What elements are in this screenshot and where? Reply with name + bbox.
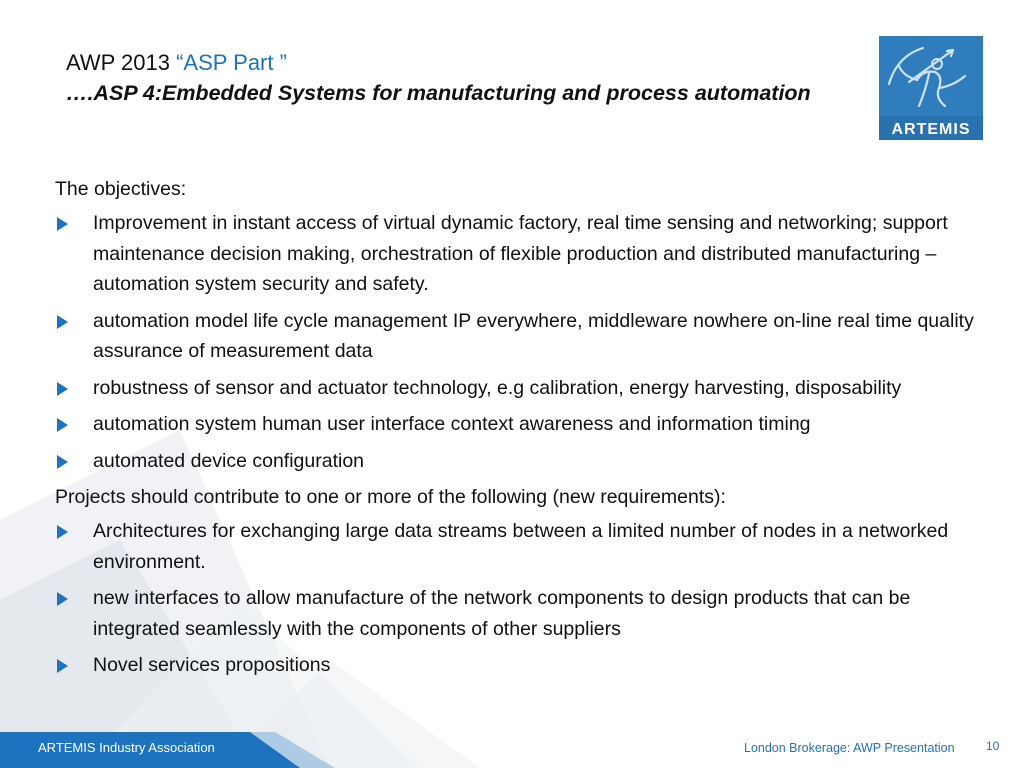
footer-organization: ARTEMIS Industry Association — [38, 740, 215, 755]
triangle-bullet-icon — [57, 455, 68, 469]
title-prefix: AWP 2013 — [66, 50, 177, 75]
list-item — [55, 446, 985, 477]
list-item — [55, 409, 985, 440]
page-number: 10 — [986, 739, 1000, 753]
list-item — [55, 208, 985, 300]
list-item-text: new interfaces to allow manufacture of the network components to design products that can be integrated seamlessly with the components of other suppliers — [93, 587, 911, 640]
triangle-bullet-icon — [57, 418, 68, 432]
projects-heading: Projects should contribute to one or more of the following (new requirements): — [55, 486, 726, 508]
title-accent: “ASP Part ” — [176, 50, 287, 75]
list-item-text: automated device configuration — [93, 449, 365, 472]
list-item-text: automation model life cycle management IP everywhere, middleware nowhere on-line real time quality assurance of measurement data — [93, 309, 974, 362]
list-item-text: Novel services propositions — [93, 654, 331, 676]
slide-title — [66, 48, 826, 109]
title-line — [66, 48, 826, 78]
slide-subtitle: ….ASP 4:Embedded Systems for manufacturing and process automation — [66, 81, 811, 105]
triangle-bullet-icon — [57, 217, 68, 231]
slide-body — [55, 174, 985, 687]
list-item-text: Improvement in instant access of virtual dynamic factory, real time sensing and networking; support maintenance decision making, orchestration of flexible production and distributed manufacturing – automation system security and safety. — [93, 212, 948, 295]
list-item-text: robustness of sensor and actuator technology, e.g calibration, energy harvesting, disposability — [93, 376, 902, 399]
triangle-bullet-icon — [57, 659, 68, 673]
footer-presentation-title: London Brokerage: AWP Presentation — [744, 741, 955, 755]
objectives-heading: The objectives: — [55, 178, 187, 200]
list-item — [55, 650, 985, 681]
list-item — [55, 583, 985, 644]
list-item — [55, 373, 985, 404]
triangle-bullet-icon — [57, 382, 68, 396]
list-item-text: automation system human user interface context awareness and information timing — [93, 413, 811, 435]
artemis-logo — [879, 36, 983, 140]
list-item-text: Architectures for exchanging large data streams between a limited number of nodes in a networked environment. — [93, 520, 949, 573]
list-item — [55, 516, 985, 577]
list-item — [55, 306, 985, 367]
logo-text: ARTEMIS — [891, 121, 971, 138]
triangle-bullet-icon — [57, 592, 68, 606]
triangle-bullet-icon — [57, 315, 68, 329]
triangle-bullet-icon — [57, 525, 68, 539]
